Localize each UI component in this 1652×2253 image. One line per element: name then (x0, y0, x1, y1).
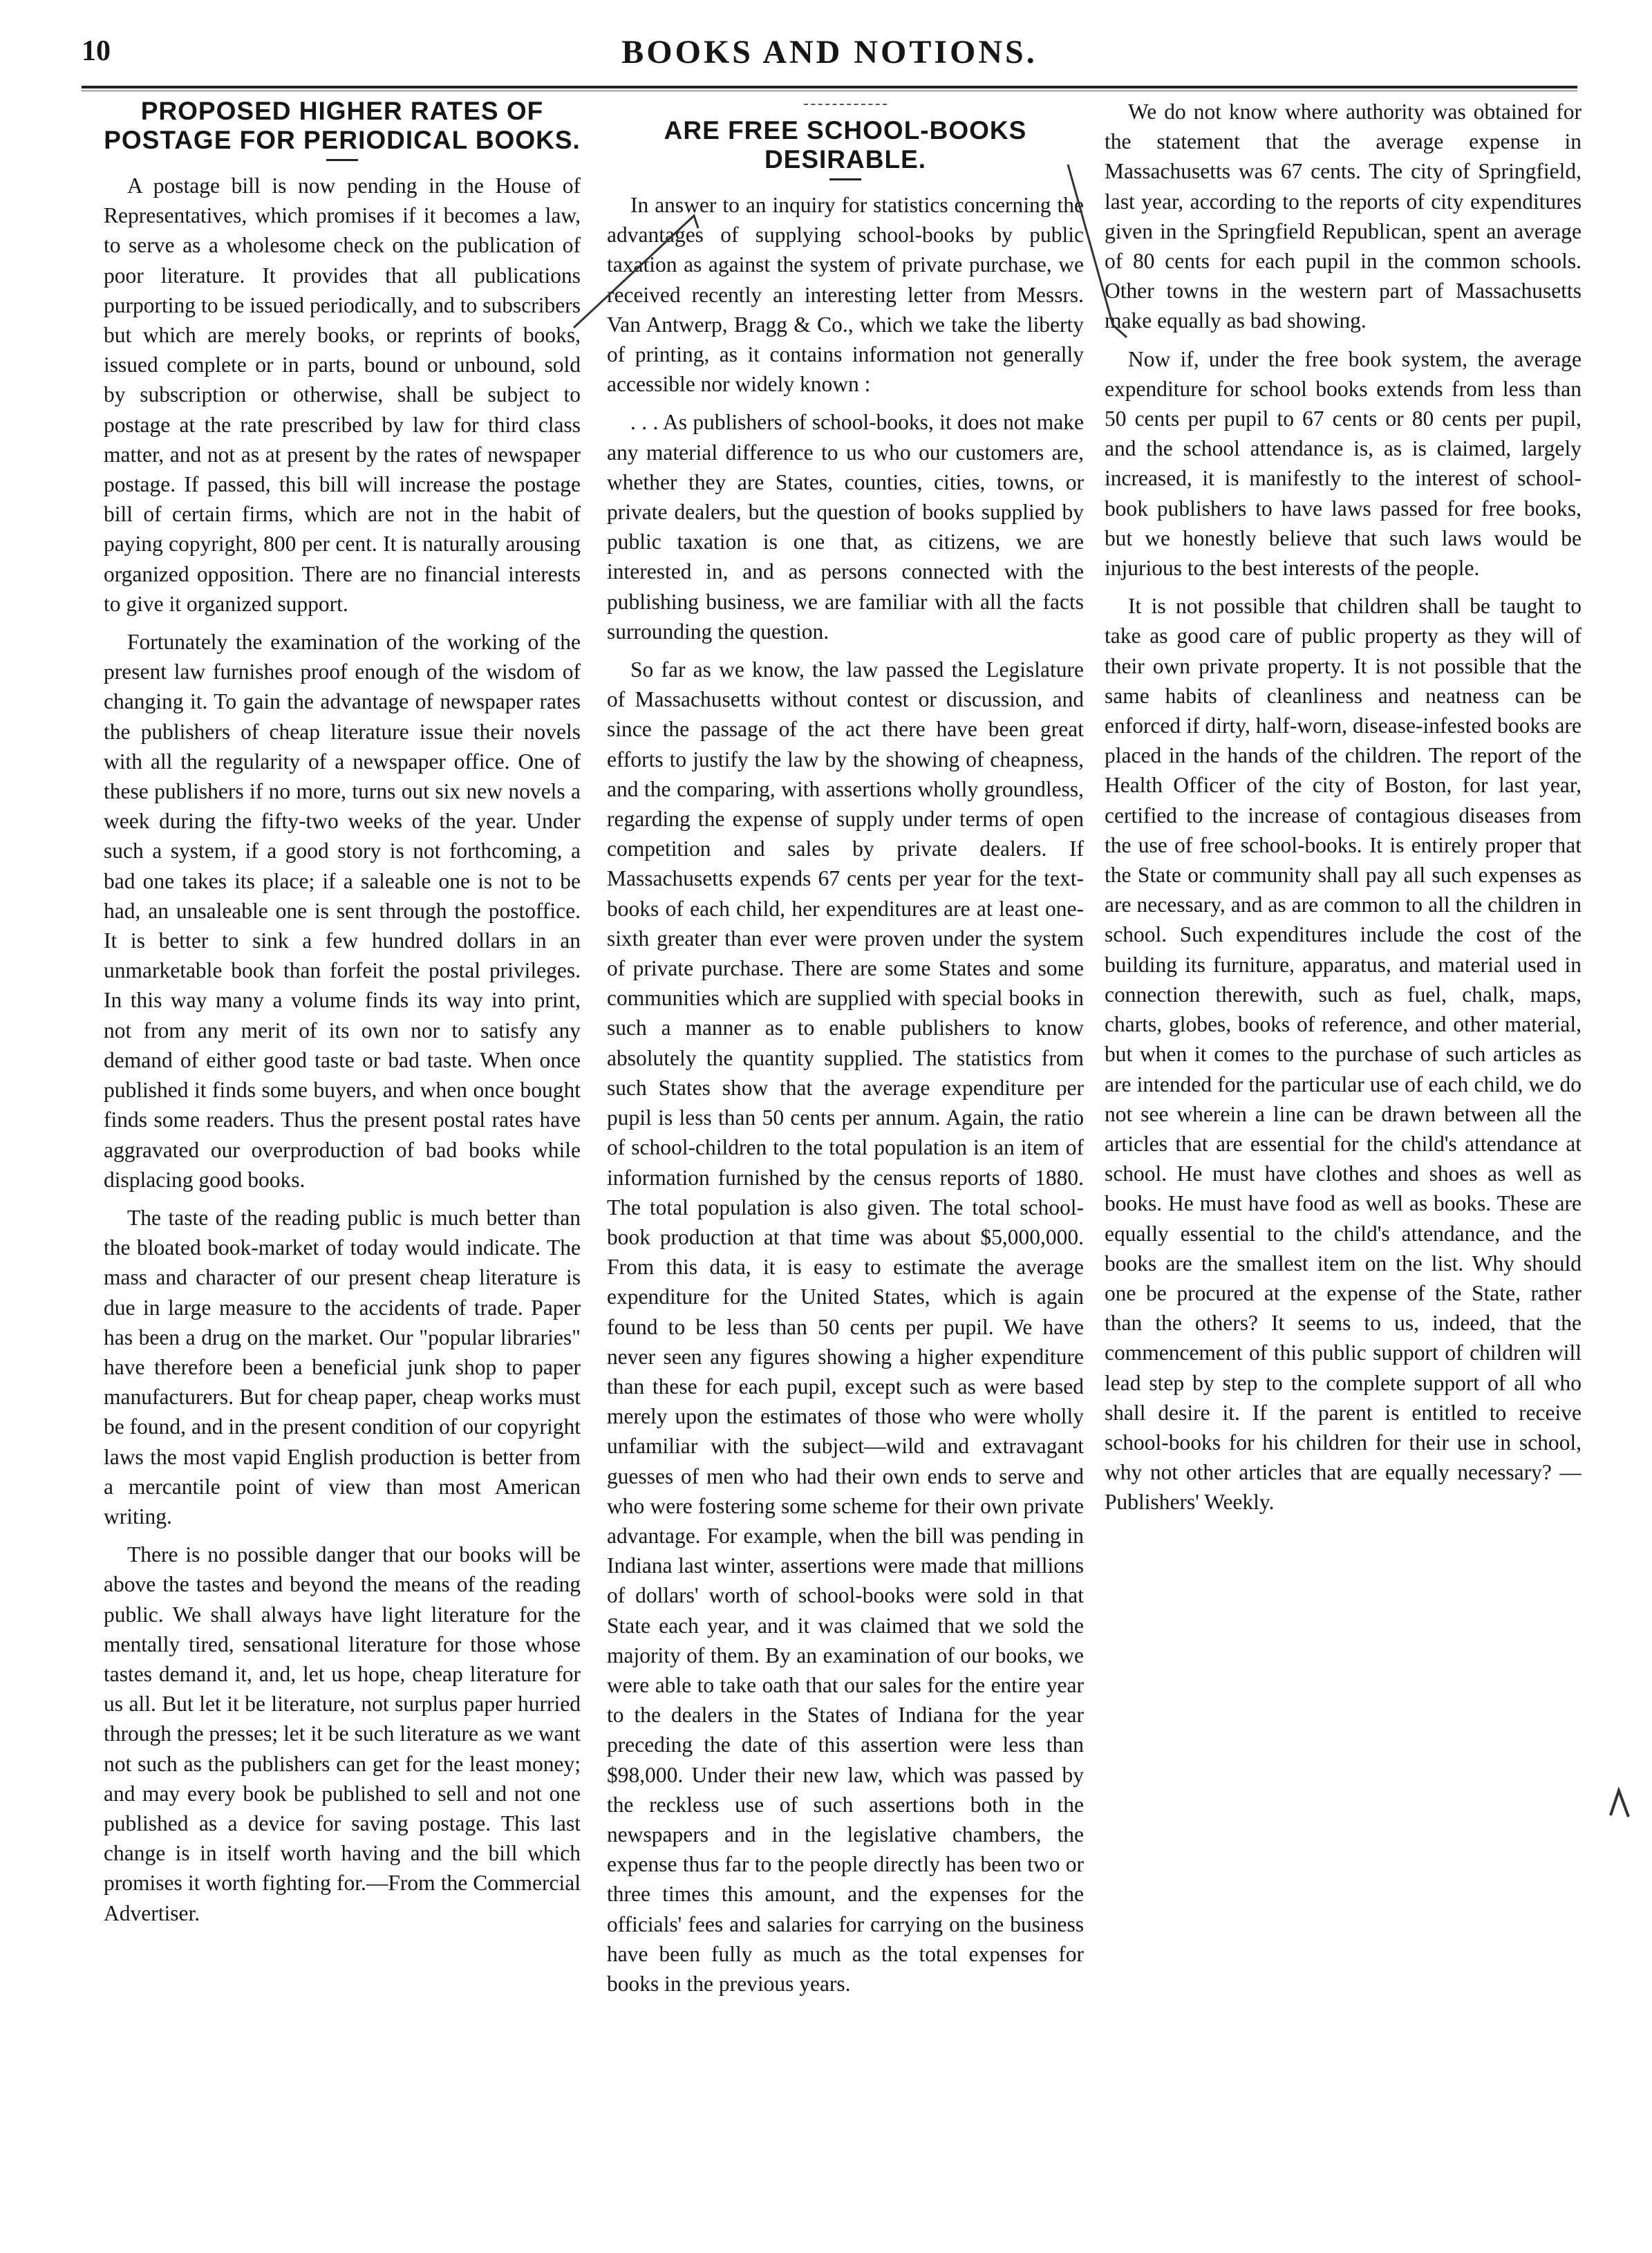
article1-headline: PROPOSED HIGHER RATES OF POSTAGE FOR PERIODICAL BOOKS. (104, 97, 581, 154)
article1-paragraph: There is no possible danger that our books will be above the tastes and beyond the means of the reading public. We shall always have light literature for the mentally tired, sensational literature for those whose tastes demand it, and, let us hope, cheap literature for us all. But let it be literature, not surplus paper hurried through the presses; let it be such literature as we want not such as the publishers can get for the least money; and may every book be published to sell and not one published as a device for saving postage. This last change is in itself worth having and the bill which promises it worth fighting for.—From the Commercial Advertiser. (104, 1542, 581, 1925)
article2-paragraph: . . . As publishers of school-books, it does not make any material difference to us who our customers are, whether they are States, counties, cities, towns, or private dealers, but the question of books supplied by public taxation is one that, as citizens, we are interested in, and as persons connected with the publishing business, we are familiar with all the facts surrounding the question. (607, 410, 1084, 644)
article1-paragraph: The taste of the reading public is much better than the bloated book-market of today would indicate. The mass and character of our present cheap literature is due in large measure to the accidents of trade. Paper has been a drug on the market. Our "popular libraries" have therefore been a beneficial junk shop to paper manufacturers. But for cheap paper, cheap works must be found, and in the present condition of our copyright laws the most vapid English production is better from a mercantile point of view than most American writing. (104, 1205, 581, 1529)
article2-paragraph: In answer to an inquiry for statistics concerning the advantages of supplying school-books by public taxation as against the system of private purchase, we received recently an interesting letter from Messrs. Van Antwerp, Bragg & Co., which we take the liberty of printing, as it contains information not generally accessible nor widely known : (607, 193, 1084, 397)
caret-mark (1611, 1791, 1628, 1817)
column-1 (104, 97, 581, 2219)
headline-divider (829, 178, 861, 180)
page-number: 10 (82, 35, 111, 67)
article1-paragraph: A postage bill is now pending in the House of Representatives, which promises if it becomes a law, to serve as a wholesome check on the publication of poor literature. It provides that all publications purporting to be issued periodically, and to subscribers but which are merely books, or reprints of books, issued complete or in parts, bound or unbound, sold by subscription or otherwise, shall be subject to postage at the rate prescribed by law for third class matter, and not as at present by the rates of newspaper postage. If passed, this bill will increase the postage bill of certain firms, which are not in the habit of paying copyright, 800 per cent. It is naturally arousing organized opposition. There are no financial interests to give it organized support. (104, 174, 581, 616)
article2-headline: ARE FREE SCHOOL-BOOKS DESIRABLE. (664, 116, 1027, 174)
running-title: BOOKS AND NOTIONS. (621, 34, 1038, 71)
column-3 (1105, 97, 1581, 2219)
article2-paragraph: It is not possible that children shall be taught to take as good care of public property as they will of their own private property. It is not possible that the same habits of cleanliness and neatness can be enforced if dirty, half-worn, disease-infested books are placed in the hands of the children. The report of the Health Officer of the city of Boston, for last year, certified to the increase of contagious diseases from the use of free school-books. It is entirely proper that the State or community shall pay all such expenses as are necessary, and as are common to all the children in school. Such expenditures include the cost of the building its furniture, apparatus, and material used in connection therewith, such as fuel, chalk, maps, charts, globes, books of reference, and other material, but when it comes to the purchase of such articles as are intended for the particular use of each child, we do not see wherein a line can be drawn between all the articles that are essential for the child's attendance at school. He must have clothes and shoes as well as books. He must have food as well as books. These are equally essential to the child's attendance, and the books are the smallest item on the list. Why should one be procured at the expense of the State, rather than the others? It seems to us, indeed, that the commencement of this public support of children will lead step by step to the complete support of all who shall desire it. If the parent is entitled to receive school-books for his children for their use in school, why not other articles that are equally necessary? —Publishers' Weekly. (1105, 594, 1581, 1515)
article2-paragraph: Now if, under the free book system, the average expenditure for school books extends from less than 50 cents per pupil to 67 cents or 80 cents per pupil, and the school attendance is, as is claimed, largely increased, it is manifestly to the interest of school-book publishers to have laws passed for free books, but we honestly believe that such laws would be injurious to the best interests of the people. (1105, 346, 1581, 581)
column-2 (607, 97, 1084, 2219)
page-header (82, 32, 1577, 79)
header-rule (82, 86, 1577, 88)
article2-paragraph: We do not know where authority was obtained for the statement that the average expense in Massachusetts was 67 cents. The city of Springfield, last year, according to the reports of city expenditures given in the Springfield Republican, spent an average of 80 cents for each pupil in the common schools. Other towns in the western part of Massachusetts make equally as bad showing. (1105, 100, 1581, 333)
article1-paragraph: Fortunately the examination of the working of the present law furnishes proof enough of the wisdom of changing it. To gain the advantage of newspaper rates the publishers of cheap literature issue their novels with all the regularity of a newspaper office. One of these publishers if no more, turns out six new novels a week during the fifty-two weeks of the year. Under such a system, if a good story is not forthcoming, a bad one takes its place; if a saleable one is not to be had, an unsaleable one is sent through the postoffice. It is better to sink a few hundred dollars in an unmarketable book than forfeit the postal privileges. In this way many a volume finds its way into print, not from any merit of its own nor to satisfy any demand of either good taste or bad taste. When once published it finds some buyers, and when once bought finds some readers. Thus the present postal rates have aggravated our overproduction of bad books while displacing good books. (104, 630, 581, 1192)
article-separator (804, 104, 887, 105)
headline-divider (326, 159, 358, 161)
article2-paragraph: So far as we know, the law passed the Legislature of Massachusetts without contest or discussion, and since the passage of the act there have been great efforts to justify the law by the showing of cheapness, and the comparing, with assertions wholly groundless, regarding the expense of supply under terms of open competition and sales by private dealers. If Massachusetts expends 67 cents per year for the text-books of each child, her expenditures are at least one-sixth greater than ever were proven under the system of private purchase. There are some States and some communities which are supplied with special books in such a manner as to enable publishers to know absolutely the quantity supplied. The statistics from such States show that the average expenditure per pupil is less than 50 cents per annum. Again, the ratio of school-children to the total population is an item of information furnished by the census reports of 1880. The total population is also given. The total school-book production at that time was about $5,000,000. From this data, it is easy to estimate the average expenditure for the United States, which is again found to be less than 50 cents per pupil. We have never seen any figures showing a higher expenditure than these for each pupil, except such as were based merely upon the estimates of those who were wholly unfamiliar with the subject—wild and extravagant guesses of men who had their own ends to serve and who were fostering some scheme for their own private advantage. For example, when the bill was pending in Indiana last winter, assertions were made that millions of dollars' worth of school-books were sold in that State each year, and it was claimed that we sold the majority of them. By an examination of our books, we were able to take oath that our sales for the entire year to the dealers in the States of Indiana for the year preceding the date of this assertion were less than $98,000. Under their new law, which was passed by the reckless use of such assertions both in the newspapers and in the legislative chambers, the expense thus far to the people directly has been two or three times this amount, and the expenses for the officials' fees and salaries for carrying on the business have been fully as much as the total expenses for books in the previous years. (607, 657, 1084, 1996)
